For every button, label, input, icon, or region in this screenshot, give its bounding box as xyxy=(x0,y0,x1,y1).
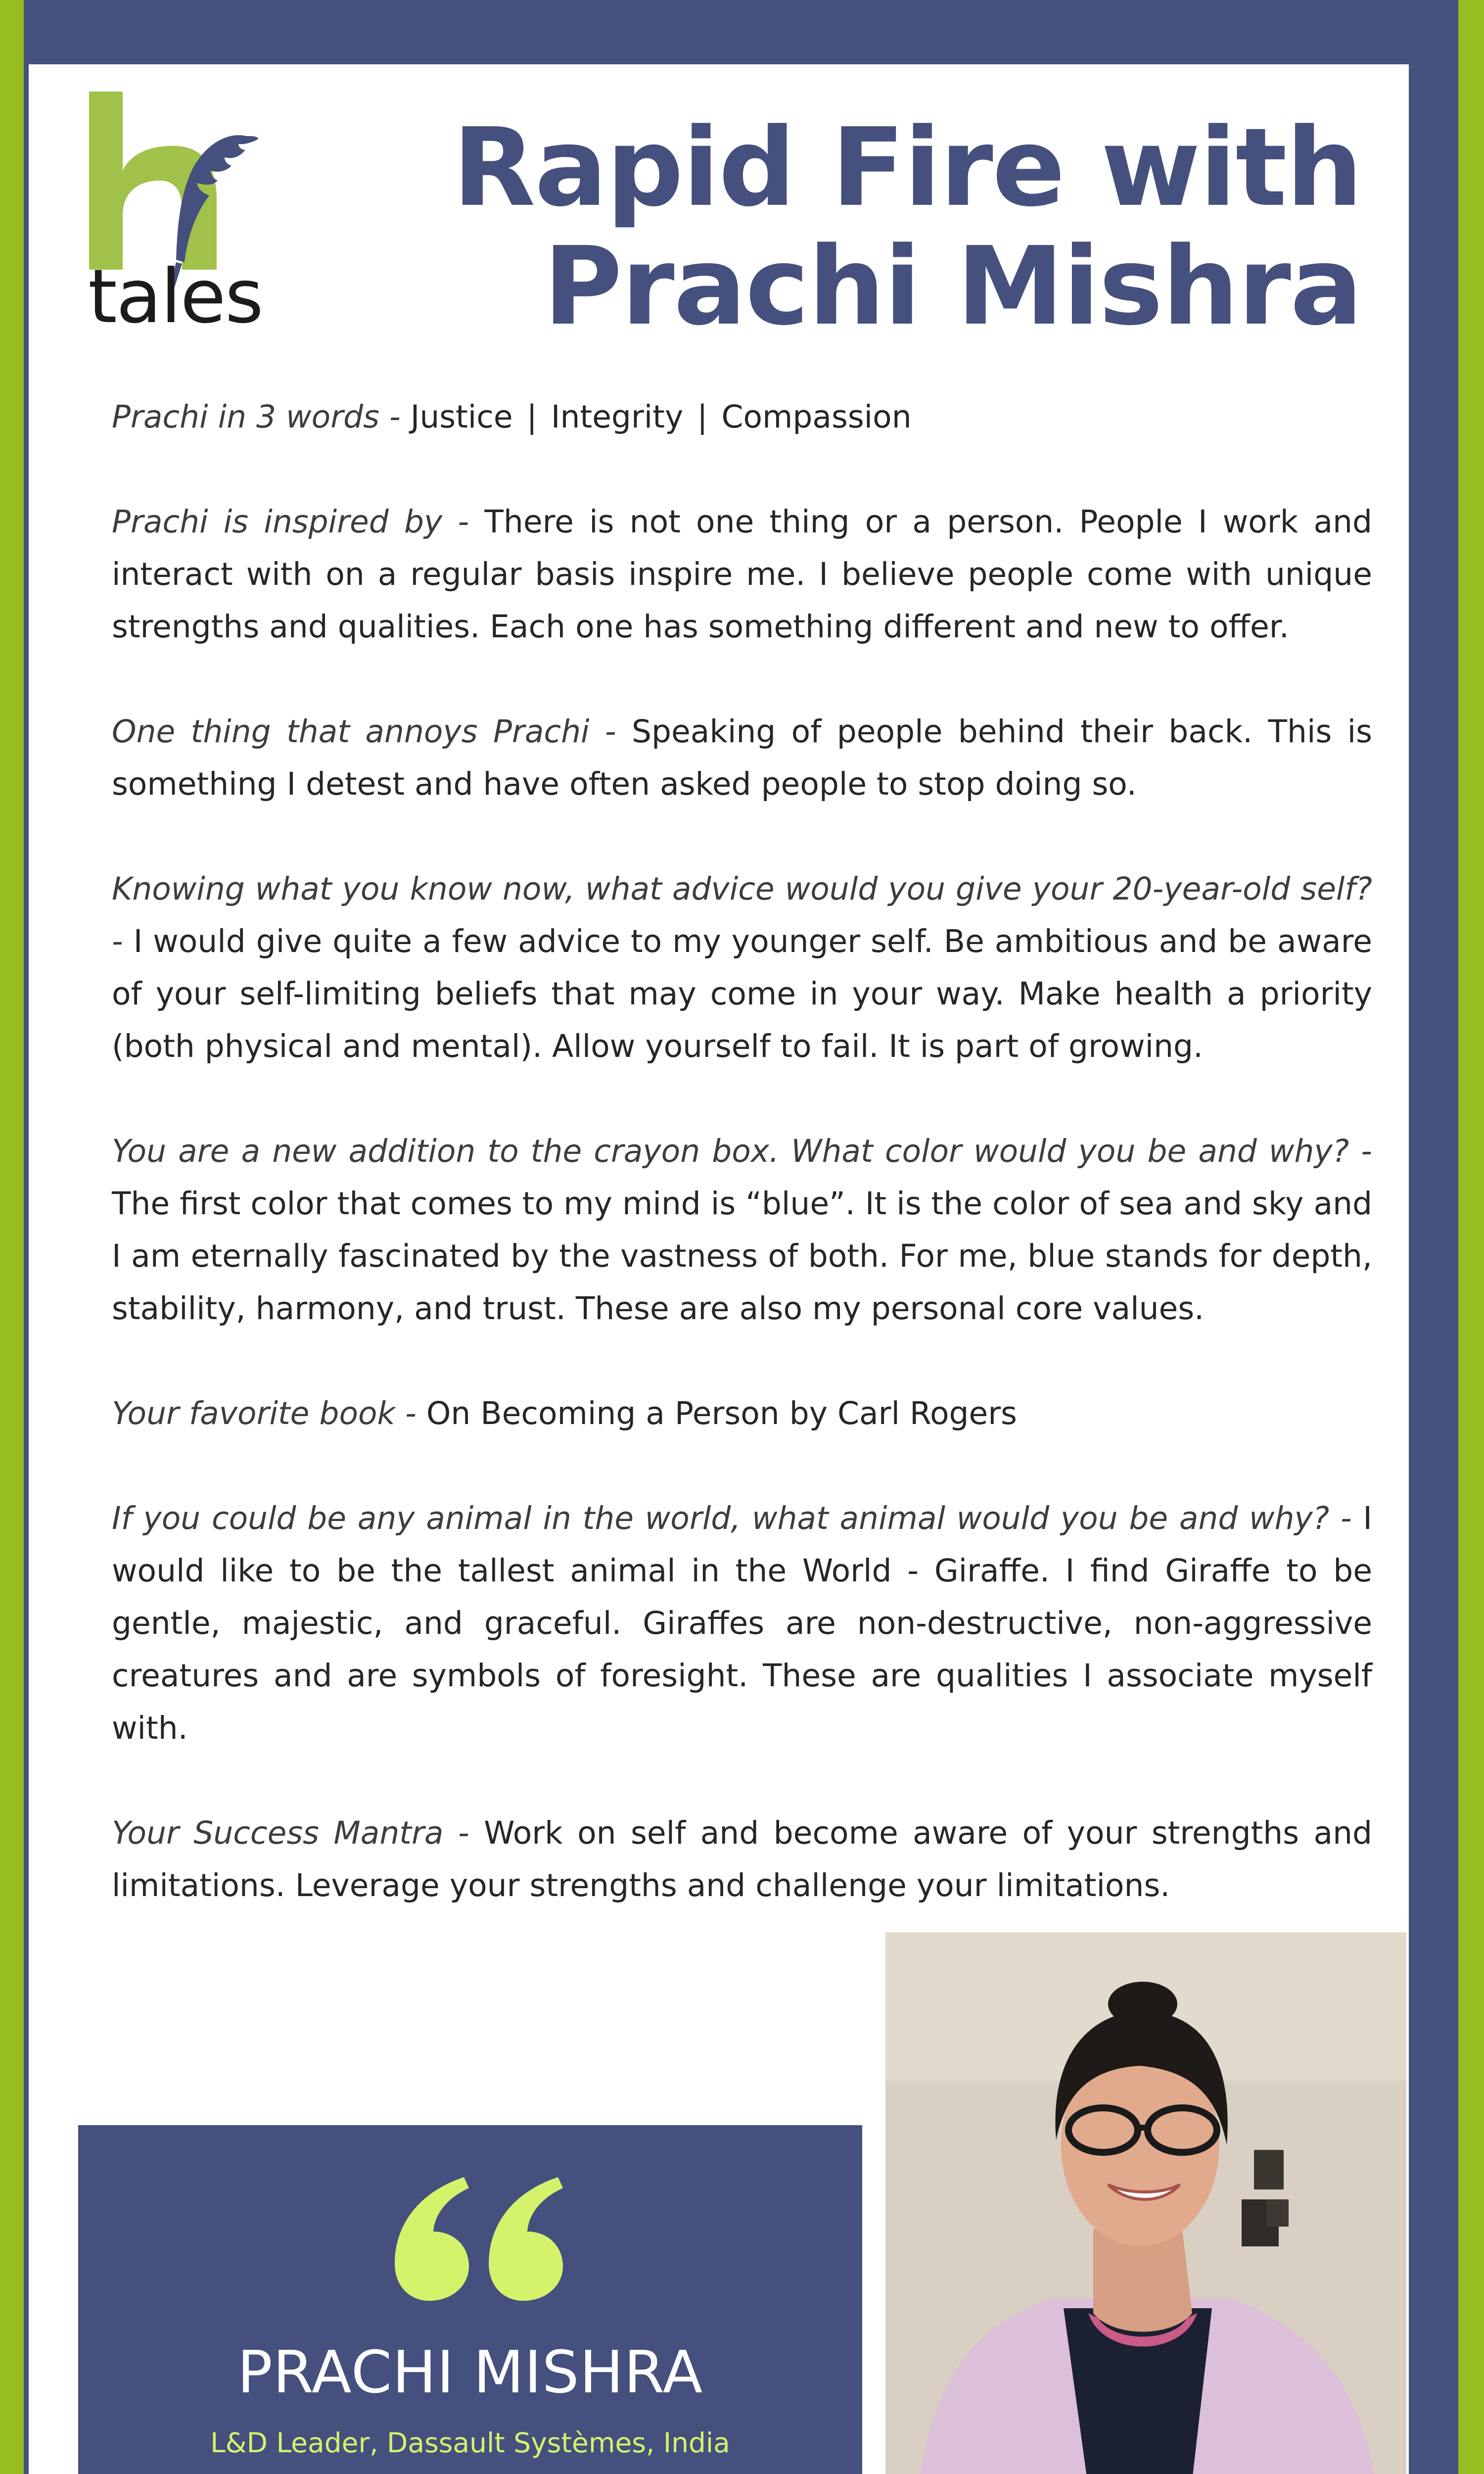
answer-text: I would give quite a few advice to my younger self. Be ambitious and be aware of your self-limiting beliefs that may come in your way. Make health a priority (both physical and mental). Allow yourself to fail. It is part of growing. xyxy=(112,923,1372,1064)
word-compassion: Compassion xyxy=(721,399,912,435)
answer-text: On Becoming a Person by Carl Rogers xyxy=(426,1395,1017,1431)
qa-item-color xyxy=(112,1125,1372,1335)
qa-item-inspired xyxy=(112,496,1372,653)
question-text: Your Success Mantra - xyxy=(112,1815,484,1851)
portrait-illustration xyxy=(885,1932,1406,2474)
article-page xyxy=(29,64,1409,2474)
answer-text: Speaking of people behind their back. This is something I detest and have often asked people to stop doing so. xyxy=(112,714,1372,802)
profile-card xyxy=(78,2125,862,2474)
answer-text: There is not one thing or a person. People I work and interact with on a regular basis inspire me. I believe people come with unique strengths and qualities. Each one has something different and new to offer. xyxy=(112,504,1372,645)
logo-wordmark: tales xyxy=(88,254,263,340)
qa-content xyxy=(112,391,1372,1964)
word-justice: Justice xyxy=(410,399,513,435)
question-text: If you could be any animal in the world, what animal would you be and why? - xyxy=(112,1500,1363,1536)
person-name: PRACHI MISHRA xyxy=(237,2338,703,2406)
quote-icon xyxy=(395,2177,563,2306)
question-text: You are a new addition to the crayon box. What color would you be and why? - xyxy=(112,1133,1372,1169)
word-integrity: Integrity xyxy=(551,399,684,435)
title-line-2: Prachi Mishra xyxy=(543,224,1362,349)
separator: | xyxy=(526,399,537,435)
question-text: Your favorite book - xyxy=(112,1395,426,1431)
answer-text: The first color that comes to my mind is “blue”. It is the color of sea and sky and I am eternally fascinated by the vastness of both. For me, blue stands for depth, stability, harmony, and trust. These are also my personal core values. xyxy=(112,1186,1372,1327)
page-title xyxy=(422,105,1362,349)
qa-item-mantra xyxy=(112,1807,1372,1912)
question-text: Prachi in 3 words - xyxy=(112,399,411,435)
question-text: Knowing what you know now, what advice would you give your 20-year-old self? - xyxy=(112,871,1372,959)
answer-text: Work on self and become aware of your strengths and limitations. Leverage your strengths and challenge your limitations. xyxy=(112,1815,1372,1903)
qa-item-book xyxy=(112,1387,1372,1440)
portrait-photo xyxy=(885,1932,1406,2474)
person-role: L&D Leader, Dassault Systèmes, India xyxy=(210,2427,730,2459)
hr-tales-logo xyxy=(83,92,271,340)
qa-item-animal xyxy=(112,1492,1372,1755)
title-line-1: Rapid Fire with xyxy=(452,105,1362,231)
answer-text: I would like to be the tallest animal in the World - Giraffe. I find Giraffe to be gentle, majestic, and graceful. Giraffes are non-destructive, non-aggressive creatures and are symbols of foresight. These are qualities I associate myself with. xyxy=(112,1500,1372,1746)
question-text: One thing that annoys Prachi - xyxy=(112,714,632,750)
qa-item-words xyxy=(112,391,1372,443)
question-text: Prachi is inspired by - xyxy=(112,504,485,540)
qa-item-advice xyxy=(112,863,1372,1073)
separator: | xyxy=(697,399,708,435)
qa-item-annoys xyxy=(112,706,1372,810)
